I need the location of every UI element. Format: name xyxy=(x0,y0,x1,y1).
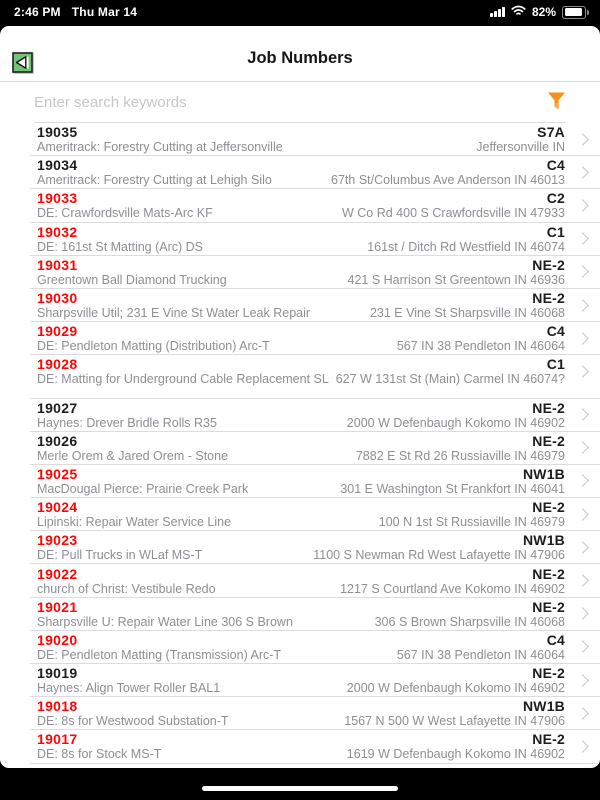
job-description: DE: Pendleton Matting (Distribution) Arc-T xyxy=(37,339,270,354)
job-number: 19034 xyxy=(37,157,78,174)
job-code: C2 xyxy=(546,190,565,207)
job-address: 161st / Ditch Rd Westfield IN 46074 xyxy=(367,239,565,254)
search-input[interactable] xyxy=(34,82,494,123)
job-description: Sharpsville U: Repair Water Line 306 S Brown xyxy=(37,614,293,629)
job-number: 19030 xyxy=(37,290,78,307)
back-button[interactable] xyxy=(12,52,33,73)
job-code: C4 xyxy=(546,323,565,340)
job-address: 301 E Washington St Frankfort IN 46041 xyxy=(340,481,565,496)
job-address: 306 S Brown Sharpsville IN 46068 xyxy=(374,614,565,629)
job-number: 19017 xyxy=(37,731,78,748)
job-number: 19022 xyxy=(37,565,78,582)
job-number: 19025 xyxy=(37,465,78,482)
table-row[interactable] xyxy=(30,564,600,597)
table-row[interactable] xyxy=(30,664,600,697)
chevron-right-icon xyxy=(576,365,589,378)
table-row[interactable] xyxy=(30,189,600,222)
job-description: Greentown Ball Diamond Trucking xyxy=(37,272,227,287)
wifi-icon xyxy=(511,5,526,19)
job-code: NE-2 xyxy=(532,399,565,416)
chevron-right-icon xyxy=(576,332,589,345)
job-description: Ameritrack: Forestry Cutting at Jeffersonville xyxy=(37,140,283,155)
job-code: NW1B xyxy=(522,465,565,482)
job-code: NW1B xyxy=(522,698,565,715)
job-description: DE: 8s for Stock MS-T xyxy=(37,747,162,762)
job-number: 19023 xyxy=(37,532,78,549)
chevron-right-icon xyxy=(576,574,589,587)
job-number: 19026 xyxy=(37,432,78,449)
job-number: 19018 xyxy=(37,698,78,715)
job-code: NE-2 xyxy=(532,565,565,582)
cellular-signal-icon xyxy=(490,7,505,17)
job-address: W Co Rd 400 S Crawfordsville IN 47933 xyxy=(341,206,565,221)
job-number: 19033 xyxy=(37,190,78,207)
battery-percent: 82% xyxy=(531,5,556,19)
job-code: NW1B xyxy=(522,532,565,549)
job-description: DE: 8s for Westwood Substation-T xyxy=(37,714,229,729)
chevron-right-icon xyxy=(576,707,589,720)
job-description: DE: Crawfordsville Mats-Arc KF xyxy=(37,206,213,221)
job-description: Ameritrack: Forestry Cutting at Lehigh Silo xyxy=(37,173,272,188)
job-code: NE-2 xyxy=(532,499,565,516)
chevron-right-icon xyxy=(576,641,589,654)
job-address: 567 IN 38 Pendleton IN 46064 xyxy=(396,647,565,662)
job-description: church of Christ: Vestibule Redo xyxy=(37,581,216,596)
job-address: 421 S Harrison St Greentown IN 46936 xyxy=(347,272,565,287)
job-code: NE-2 xyxy=(532,598,565,615)
chevron-right-icon xyxy=(576,508,589,521)
job-code: C1 xyxy=(546,223,565,240)
job-description: Haynes: Drever Bridle Rolls R35 xyxy=(37,415,217,430)
app-window xyxy=(0,26,600,768)
job-description: DE: Pendleton Matting (Transmission) Arc-T xyxy=(37,647,282,662)
job-address: 2000 W Defenbaugh Kokomo IN 46902 xyxy=(346,415,565,430)
status-bar xyxy=(0,0,600,24)
job-description: Lipinski: Repair Water Service Line xyxy=(37,515,232,530)
job-code: C1 xyxy=(546,356,565,373)
job-address: 627 W 131st St (Main) Carmel IN 46074? xyxy=(335,372,565,387)
chevron-right-icon xyxy=(576,475,589,488)
job-address: 1217 S Courtland Ave Kokomo IN 46902 xyxy=(340,581,565,596)
chevron-right-icon xyxy=(576,607,589,620)
job-code: C4 xyxy=(546,157,565,174)
job-code: NE-2 xyxy=(532,731,565,748)
job-address: 1567 N 500 W West Lafayette IN 47906 xyxy=(344,714,565,729)
job-number: 19024 xyxy=(37,499,78,516)
chevron-right-icon xyxy=(576,232,589,245)
job-description: DE: Matting for Underground Cable Replacement SL xyxy=(37,372,329,387)
job-description: MacDougal Pierce: Prairie Creek Park xyxy=(37,481,249,496)
job-number: 19019 xyxy=(37,665,78,682)
chevron-right-icon xyxy=(576,265,589,278)
job-address: 567 IN 38 Pendleton IN 46064 xyxy=(396,339,565,354)
job-address: 7882 E St Rd 26 Russiaville IN 46979 xyxy=(355,448,565,463)
chevron-right-icon xyxy=(576,541,589,554)
job-code: NE-2 xyxy=(532,432,565,449)
job-number: 19035 xyxy=(37,124,78,141)
chevron-right-icon xyxy=(576,674,589,687)
filter-funnel-icon[interactable] xyxy=(546,90,567,112)
job-description: Haynes: Align Tower Roller BAL1 xyxy=(37,681,221,696)
job-list xyxy=(0,123,600,768)
job-address: 67th St/Columbus Ave Anderson IN 46013 xyxy=(331,173,565,188)
table-row[interactable] xyxy=(30,399,600,432)
search-bar xyxy=(0,82,600,123)
search-divider xyxy=(34,122,566,123)
chevron-right-icon xyxy=(576,299,589,312)
job-code: S7A xyxy=(537,124,565,141)
job-description: DE: Pull Trucks in WLaf MS-T xyxy=(37,548,203,563)
job-address: 231 E Vine St Sharpsville IN 46068 xyxy=(369,306,565,321)
table-row[interactable] xyxy=(30,598,600,631)
table-row[interactable] xyxy=(30,465,600,498)
job-address: 1100 S Newman Rd West Lafayette IN 47906 xyxy=(313,548,565,563)
job-number: 19031 xyxy=(37,256,78,273)
table-row[interactable] xyxy=(30,730,600,763)
job-number: 19020 xyxy=(37,631,78,648)
job-number: 19027 xyxy=(37,399,78,416)
table-row[interactable] xyxy=(30,156,600,189)
job-description: DE: 161st St Matting (Arc) DS xyxy=(37,239,204,254)
chevron-right-icon xyxy=(576,441,589,454)
job-description: Merle Orem & Jared Orem - Stone xyxy=(37,448,229,463)
chevron-right-icon xyxy=(576,166,589,179)
chevron-right-icon xyxy=(576,740,589,753)
job-address: Jeffersonville IN xyxy=(476,140,565,155)
table-row[interactable] xyxy=(30,289,600,322)
chevron-right-icon xyxy=(576,199,589,212)
job-address: 1619 W Defenbaugh Kokomo IN 46902 xyxy=(346,747,565,762)
table-row[interactable] xyxy=(30,697,600,730)
table-row[interactable] xyxy=(30,531,600,564)
job-code: NE-2 xyxy=(532,290,565,307)
job-number: 19029 xyxy=(37,323,78,340)
job-address: 100 N 1st St Russiaville IN 46979 xyxy=(378,515,565,530)
page-title: Job Numbers xyxy=(247,49,353,67)
table-row[interactable] xyxy=(30,631,600,664)
table-row[interactable] xyxy=(30,355,600,398)
navigation-bar xyxy=(0,26,600,82)
status-time: 2:46 PM xyxy=(14,5,61,19)
status-date: Thu Mar 14 xyxy=(71,5,138,19)
job-number: 19021 xyxy=(37,598,78,615)
job-number: 19032 xyxy=(37,223,78,240)
table-row[interactable] xyxy=(30,322,600,355)
job-number: 19028 xyxy=(37,356,78,373)
job-code: NE-2 xyxy=(532,665,565,682)
battery-icon xyxy=(562,6,586,19)
table-row[interactable] xyxy=(30,498,600,531)
table-row[interactable] xyxy=(30,223,600,256)
chevron-right-icon xyxy=(576,408,589,421)
home-bar xyxy=(0,768,600,800)
table-row[interactable] xyxy=(30,123,600,156)
table-row[interactable] xyxy=(30,256,600,289)
job-address: 2000 W Defenbaugh Kokomo IN 46902 xyxy=(346,681,565,696)
job-description: Sharpsville Util; 231 E Vine St Water Leak Repair xyxy=(37,306,311,321)
table-row[interactable] xyxy=(30,432,600,465)
job-code: NE-2 xyxy=(532,256,565,273)
home-indicator[interactable] xyxy=(202,786,398,791)
job-code: C4 xyxy=(546,631,565,648)
chevron-right-icon xyxy=(576,133,589,146)
